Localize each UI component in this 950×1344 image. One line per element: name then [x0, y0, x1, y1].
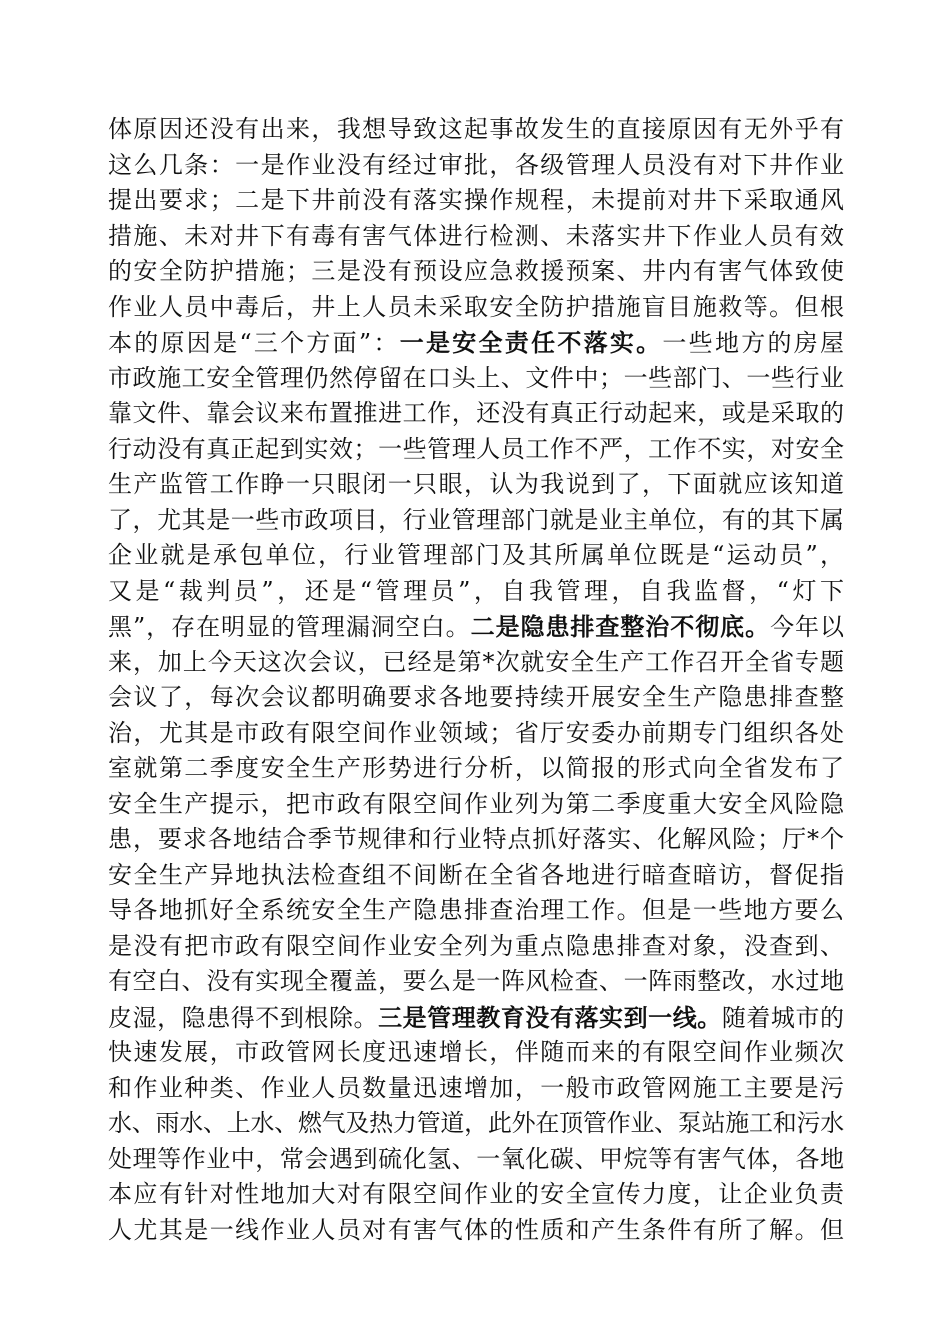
text-line — [108, 893, 844, 929]
text-line — [108, 1142, 844, 1178]
text-run: 安全生产异地执法检查组不间断在全省各地进行暗查暗访，督促指 — [108, 860, 844, 889]
text-run: 本应有针对性地加大对有限空间作业的安全宣传力度，让企业负责 — [108, 1180, 844, 1208]
text-run: 安全生产提示，把市政有限空间作业列为第二季度重大安全风险隐 — [108, 789, 844, 818]
bold-heading-run: 一是安全责任不落实。 — [399, 328, 663, 357]
text-run: 处理等作业中，常会遇到硫化氢、一氧化碳、甲烷等有害气体，各地 — [108, 1144, 844, 1173]
text-line — [108, 396, 844, 432]
text-run: 有空白、没有实现全覆盖，要么是一阵风检查、一阵雨整改，水过地 — [108, 967, 844, 995]
text-line — [108, 1035, 844, 1071]
text-run: 靠文件、靠会议来布置推进工作，还没有真正行动起来，或是采取的 — [108, 399, 844, 427]
text-run: 本的原因是“三个方面”： — [108, 329, 400, 357]
text-run: 一些地方的房屋 — [662, 329, 845, 357]
text-line — [108, 361, 844, 397]
text-line — [108, 574, 844, 610]
text-run: 水、雨水、上水、燃气及热力管道，此外在顶管作业、泵站施工和污水 — [108, 1109, 844, 1137]
text-line — [108, 609, 844, 645]
text-line — [108, 680, 844, 716]
text-line — [108, 432, 844, 468]
text-line — [108, 645, 844, 681]
text-run: 黑”，存在明显的管理漏洞空白。 — [108, 613, 471, 641]
text-line — [108, 254, 844, 290]
text-run: 体原因还没有出来，我想导致这起事故发生的直接原因有无外乎有 — [108, 115, 844, 143]
text-run: 企业就是承包单位，行业管理部门及其所属单位既是“运动员”， — [108, 541, 844, 569]
text-run: 作业人员中毒后，井上人员未采取安全防护措施盲目施救等。但根 — [108, 292, 844, 321]
text-line — [108, 1177, 844, 1213]
text-line — [108, 467, 844, 503]
text-line — [108, 1000, 844, 1036]
text-line — [108, 1213, 844, 1249]
text-run: 生产监管工作睁一只眼闭一只眼，认为我说到了，下面就应该知道 — [108, 470, 844, 498]
text-run: 随着城市的 — [721, 1003, 845, 1032]
text-line — [108, 751, 844, 787]
text-line — [108, 325, 844, 361]
text-line — [108, 183, 844, 219]
text-run: 这么几条：一是作业没有经过审批，各级管理人员没有对下井作业 — [108, 150, 844, 179]
text-run: 导各地抓好全系统安全生产隐患排查治理工作。但是一些地方要么 — [108, 896, 844, 924]
text-run: 的安全防护措施；三是没有预设应急救援预案、井内有害气体致使 — [108, 257, 844, 285]
text-run: 措施、未对井下有毒有害气体进行检测、未落实井下作业人员有效 — [108, 221, 844, 250]
text-line — [108, 503, 844, 539]
text-line — [108, 290, 844, 326]
text-line — [108, 964, 844, 1000]
text-run: 市政施工安全管理仍然停留在口头上、文件中；一些部门、一些行业 — [108, 363, 844, 392]
text-line — [108, 929, 844, 965]
text-run: 皮湿，隐患得不到根除。 — [108, 1003, 379, 1032]
text-line — [108, 148, 844, 184]
text-line — [108, 716, 844, 752]
text-line — [108, 858, 844, 894]
text-run: 又是“裁判员”，还是“管理员”，自我管理，自我监督，“灯下 — [108, 576, 844, 605]
bold-heading-run: 三是管理教育没有落实到一线。 — [378, 1002, 722, 1032]
text-line — [108, 822, 844, 858]
text-line — [108, 112, 844, 148]
text-line — [108, 1071, 844, 1107]
text-line — [108, 538, 844, 574]
text-run: 来，加上今天这次会议，已经是第*次就安全生产工作召开全省专题 — [108, 647, 844, 676]
text-run: 和作业种类、作业人员数量迅速增加，一般市政管网施工主要是污 — [108, 1073, 844, 1102]
text-run: 是没有把市政有限空间作业安全列为重点隐患排查对象，没查到、 — [108, 931, 844, 960]
bold-heading-run: 二是隐患排查整治不彻底。 — [470, 612, 771, 641]
text-run: 今年以 — [770, 613, 845, 641]
text-run: 快速发展，市政管网长度迅速增长，伴随而来的有限空间作业频次 — [108, 1038, 844, 1066]
text-run: 人尤其是一线作业人员对有害气体的性质和产生条件有所了解。但 — [108, 1215, 844, 1244]
text-run: 会议了，每次会议都明确要求各地要持续开展安全生产隐患排查整 — [108, 683, 844, 711]
text-line — [108, 1106, 844, 1142]
text-run: 患，要求各地结合季节规律和行业特点抓好落实、化解风险；厅*个 — [108, 825, 844, 853]
text-run: 治，尤其是市政有限空间作业领域；省厅安委办前期专门组织各处 — [108, 718, 844, 747]
text-run: 行动没有真正起到实效；一些管理人员工作不严，工作不实，对安全 — [108, 434, 844, 463]
text-line — [108, 787, 844, 823]
text-run: 室就第二季度安全生产形势进行分析，以简报的形式向全省发布了 — [108, 754, 844, 782]
text-line — [108, 219, 844, 255]
document-body — [108, 112, 844, 1248]
text-run: 了，尤其是一些市政项目，行业管理部门就是业主单位，有的其下属 — [108, 505, 844, 534]
text-run: 提出要求；二是下井前没有落实操作规程，未提前对井下采取通风 — [108, 186, 844, 214]
